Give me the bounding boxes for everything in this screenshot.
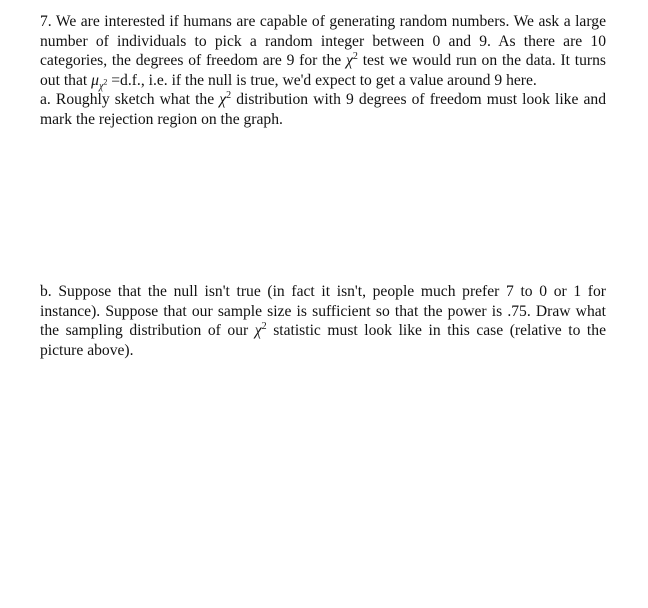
part-a-text-1: a. Roughly sketch what the bbox=[40, 91, 220, 109]
squared-superscript: 2 bbox=[226, 90, 232, 102]
intro-text-2: test we would run on the data. It turns out that bbox=[40, 52, 606, 89]
chi-symbol: χ bbox=[346, 52, 353, 70]
chi-symbol: χ bbox=[219, 91, 227, 109]
mu-subscript-squared: 2 bbox=[103, 77, 108, 87]
mu-symbol: μ bbox=[91, 71, 99, 89]
part-a bbox=[40, 90, 606, 129]
problem-intro bbox=[40, 12, 606, 90]
squared-superscript: 2 bbox=[261, 321, 267, 332]
problem-text bbox=[40, 12, 606, 130]
mu-subscript-chi: χ bbox=[98, 80, 104, 92]
part-b-text-2: statistic must look like in this case (relative to the picture above). bbox=[40, 322, 606, 359]
intro-text-1: 7. We are interested if humans are capable of generating random numbers. We ask a large number of individuals to pick a random integer between 0 and 9. As there are 10 categories, the degrees of freedom are 9 for the bbox=[40, 13, 606, 70]
part-b bbox=[40, 282, 606, 360]
intro-text-3: =d.f., i.e. if the null is true, we'd expect to get a value around 9 here. bbox=[107, 71, 537, 89]
squared-superscript: 2 bbox=[352, 51, 358, 62]
part-a-text-2: distribution with 9 degrees of freedom must look like and mark the rejection region on the graph. bbox=[40, 91, 606, 128]
chi-symbol: χ bbox=[254, 322, 262, 340]
part-b-text-1: b. Suppose that the null isn't true (in fact it isn't, people much prefer 7 to 0 or 1 for instance). Suppose that our sample size is sufficient so that the power is .75. Draw what the sampling distribution of our bbox=[40, 283, 606, 340]
